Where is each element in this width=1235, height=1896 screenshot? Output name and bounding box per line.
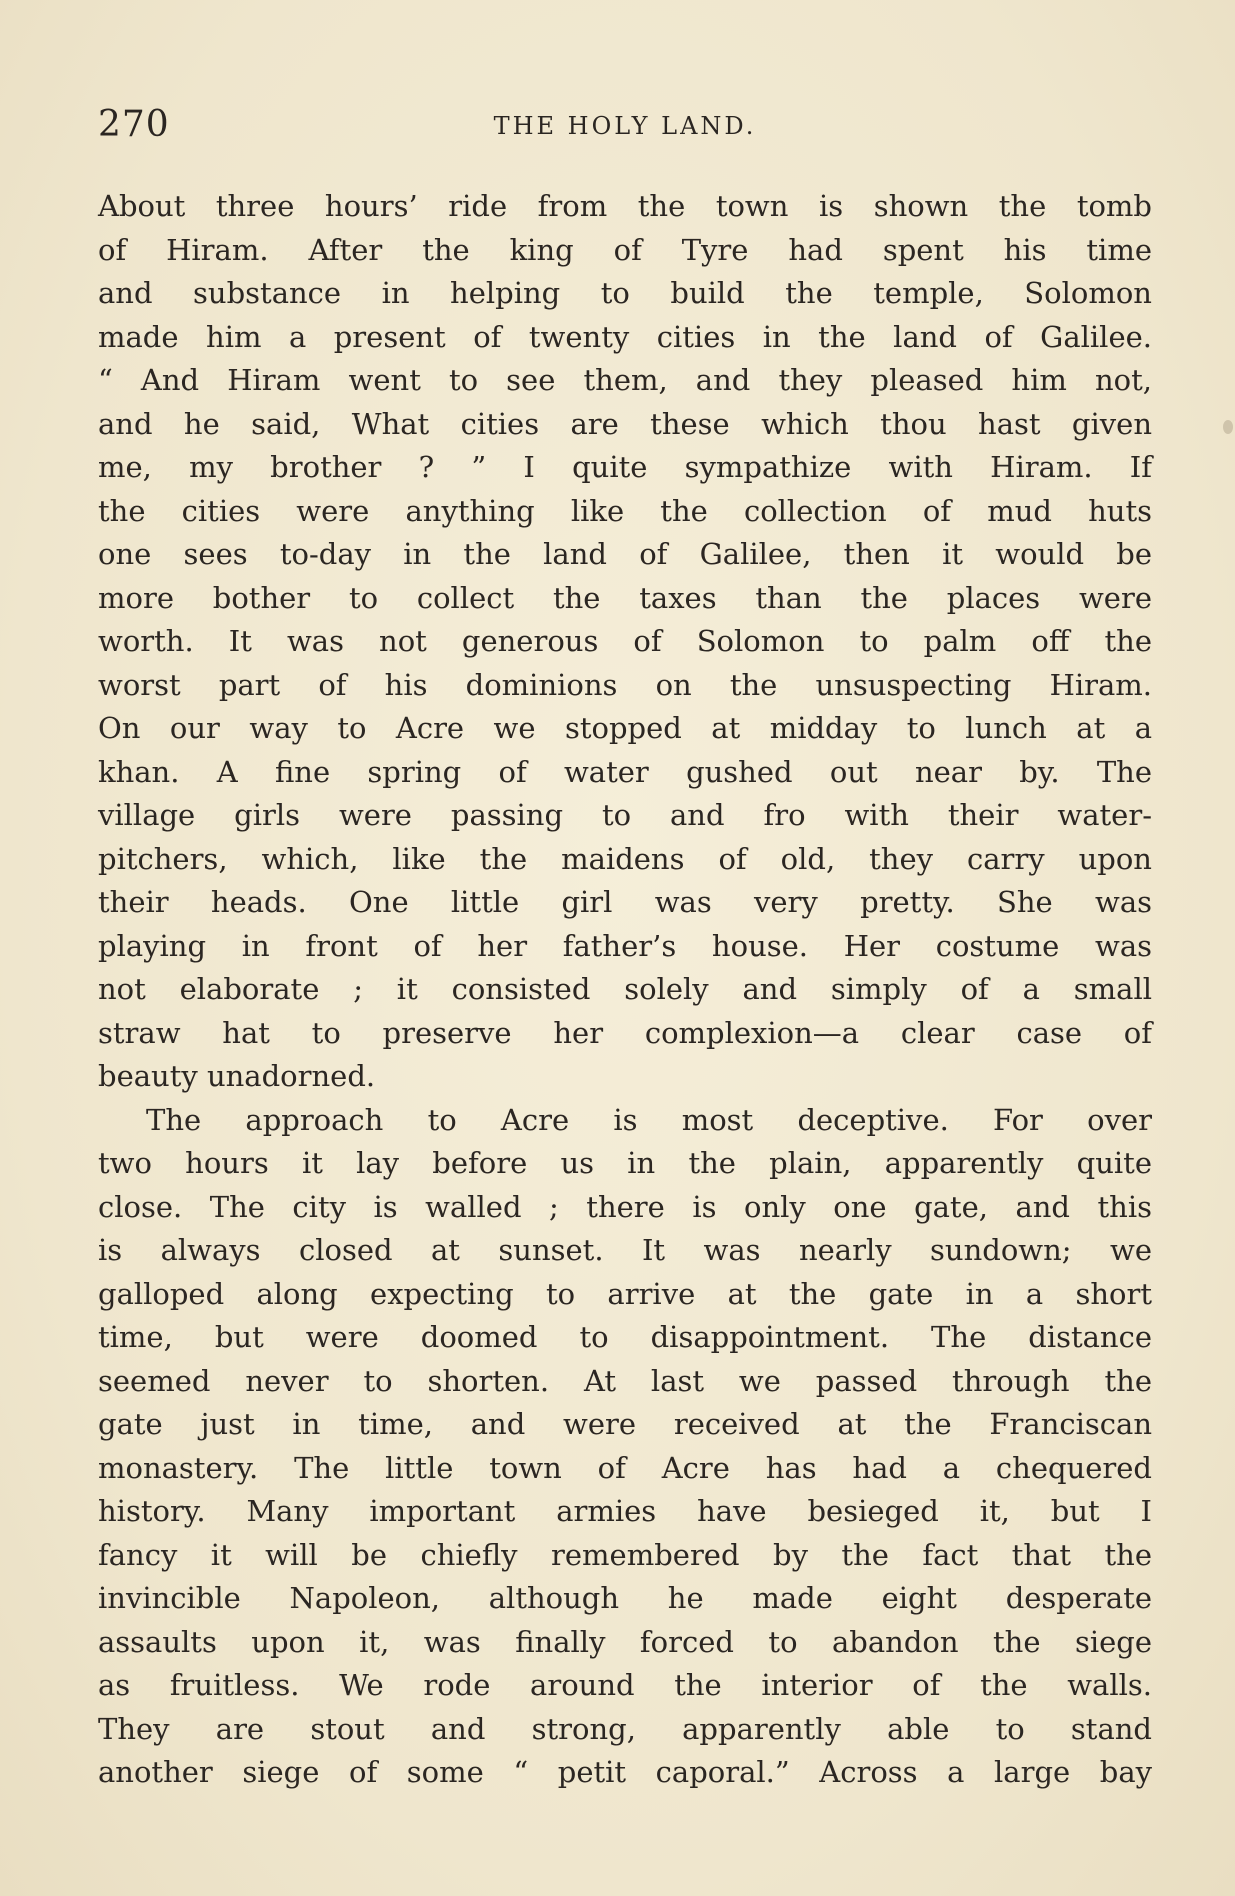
text-line: me, my brother ? ” I quite sympathize with Hiram. If xyxy=(98,450,1152,484)
text-line: About three hours’ ride from the town is shown the tomb xyxy=(98,189,1152,223)
text-line: more bother to collect the taxes than the places were xyxy=(98,580,1152,615)
text-line: one sees to-day in the land of Galilee, then it would be xyxy=(98,537,1152,571)
paragraph-end-line: beauty unadorned. xyxy=(98,1059,376,1093)
page-header xyxy=(98,100,1152,150)
text-line: another siege of some “ petit caporal.” Across a large bay xyxy=(98,1755,1152,1789)
text-line: assaults upon it, was finally forced to abandon the siege xyxy=(98,1624,1152,1659)
paper-speck xyxy=(1223,420,1233,434)
text-line: fancy it will be chiefly remembered by the fact that the xyxy=(98,1537,1152,1572)
text-line: playing in front of her father’s house. Her costume was xyxy=(98,928,1152,963)
paragraph-start-line: The approach to Acre is most deceptive. For over xyxy=(146,1102,1152,1137)
running-title: THE HOLY LAND. xyxy=(493,112,757,140)
text-line: made him a present of twenty cities in the land of Galilee. xyxy=(98,319,1152,354)
text-line: worst part of his dominions on the unsuspecting Hiram. xyxy=(98,667,1152,702)
body-text xyxy=(98,185,1152,1795)
text-line: monastery. The little town of Acre has had a chequered xyxy=(98,1450,1152,1485)
text-line: as fruitless. We rode around the interior of the walls. xyxy=(98,1668,1152,1702)
text-line: not elaborate ; it consisted solely and simply of a small xyxy=(98,972,1152,1006)
text-line: They are stout and strong, apparently able to stand xyxy=(98,1711,1152,1746)
text-line: “ And Hiram went to see them, and they pleased him not, xyxy=(98,363,1152,397)
text-line: On our way to Acre we stopped at midday to lunch at a xyxy=(98,711,1152,745)
text-line: straw hat to preserve her complexion—a clear case of xyxy=(98,1015,1152,1050)
text-line: close. The city is walled ; there is only one gate, and this xyxy=(98,1189,1152,1224)
text-line: village girls were passing to and fro with their water- xyxy=(98,798,1152,832)
text-line: seemed never to shorten. At last we passed through the xyxy=(98,1363,1152,1398)
text-line: and he said, What cities are these which thou hast given xyxy=(98,406,1152,441)
text-line: galloped along expecting to arrive at the gate in a short xyxy=(98,1276,1152,1311)
text-line: worth. It was not generous of Solomon to palm off the xyxy=(98,624,1152,658)
text-line: invincible Napoleon, although he made eight desperate xyxy=(98,1581,1152,1615)
text-line: the cities were anything like the collection of mud huts xyxy=(98,493,1152,528)
text-line: of Hiram. After the king of Tyre had spent his time xyxy=(98,232,1152,267)
text-line: is always closed at sunset. It was nearly sundown; we xyxy=(98,1233,1152,1267)
text-line: gate just in time, and were received at the Franciscan xyxy=(98,1407,1152,1441)
text-line: their heads. One little girl was very pretty. She was xyxy=(98,885,1152,919)
text-line: history. Many important armies have besieged it, but I xyxy=(98,1494,1152,1528)
text-line: khan. A fine spring of water gushed out near by. The xyxy=(98,754,1152,789)
page-number: 270 xyxy=(98,104,170,145)
text-line: pitchers, which, like the maidens of old, they carry upon xyxy=(98,841,1152,876)
text-line: and substance in helping to build the temple, Solomon xyxy=(98,276,1152,310)
text-line: two hours it lay before us in the plain, apparently quite xyxy=(98,1146,1152,1180)
text-line: time, but were doomed to disappointment. The distance xyxy=(98,1320,1152,1354)
